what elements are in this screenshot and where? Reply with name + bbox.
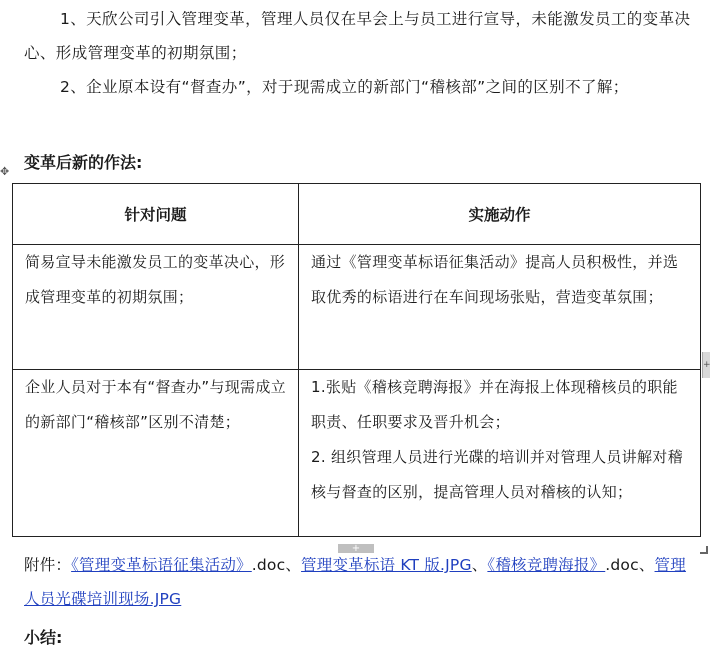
action-text: 通过《管理变革标语征集活动》提高人员积极性，并选取优秀的标语进行在车间现场张贴，营造变革氛围； (311, 253, 679, 306)
attachments-line (24, 548, 699, 616)
action-text: 2. 组织管理人员进行光碟的培训并对管理人员讲解对稽核与督查的区别，提高管理人员对稽核的认知； (311, 448, 683, 501)
attachment-link-training-photo[interactable]: 管理人员光碟培训现场.JPG (24, 556, 686, 608)
summary-heading: 小结: (24, 628, 63, 647)
problem-cell: 企业人员对于本有“督查办”与现需成立的新部门“稽核部”区别不清楚； (13, 370, 299, 537)
attachment-link-kt-board[interactable]: 管理变革标语 KT 版.JPG (301, 556, 472, 574)
actions-cell (299, 370, 701, 537)
section-heading: 变革后新的作法: (24, 153, 143, 172)
attachment-ext: .doc、 (605, 556, 655, 574)
table-header-row (13, 184, 701, 245)
attachment-ext: 、 (471, 556, 488, 574)
table-side-handle-icon[interactable]: + (702, 352, 710, 378)
header-problem: 针对问题 (13, 184, 299, 245)
attachments-label: 附件： (24, 556, 72, 574)
action-text: 1.张贴《稽核竞聘海报》并在海报上体现稽核员的职能职责、任职要求及晋升机会； (311, 378, 678, 431)
table-row (13, 370, 701, 537)
problem-cell: 简易宣导未能激发员工的变革决心，形成管理变革的初期氛围； (13, 245, 299, 370)
table-move-anchor-icon[interactable]: ✥ (0, 165, 10, 178)
header-actions: 实施动作 (299, 184, 701, 245)
table-resize-handle-icon[interactable] (700, 546, 708, 554)
table-row (13, 245, 701, 370)
paragraph-1: 1、天欣公司引入管理变革，管理人员仅在早会上与员工进行宣导，未能激发员工的变革决心、形成管理变革的初期氛围； (24, 10, 691, 62)
paragraph-2: 2、企业原本设有“督查办”，对于现需成立的新部门“稽核部”之间的区别不了解； (60, 78, 629, 96)
attachment-ext: .doc、 (251, 556, 302, 574)
table-add-row-handle-icon[interactable]: + (338, 544, 374, 553)
attachment-link-slogan-activity[interactable]: 《管理变革标语征集活动》 (71, 556, 252, 574)
action-table (12, 183, 701, 537)
actions-cell (299, 245, 701, 370)
attachment-link-audit-poster[interactable]: 《稽核竞聘海报》 (487, 556, 606, 574)
